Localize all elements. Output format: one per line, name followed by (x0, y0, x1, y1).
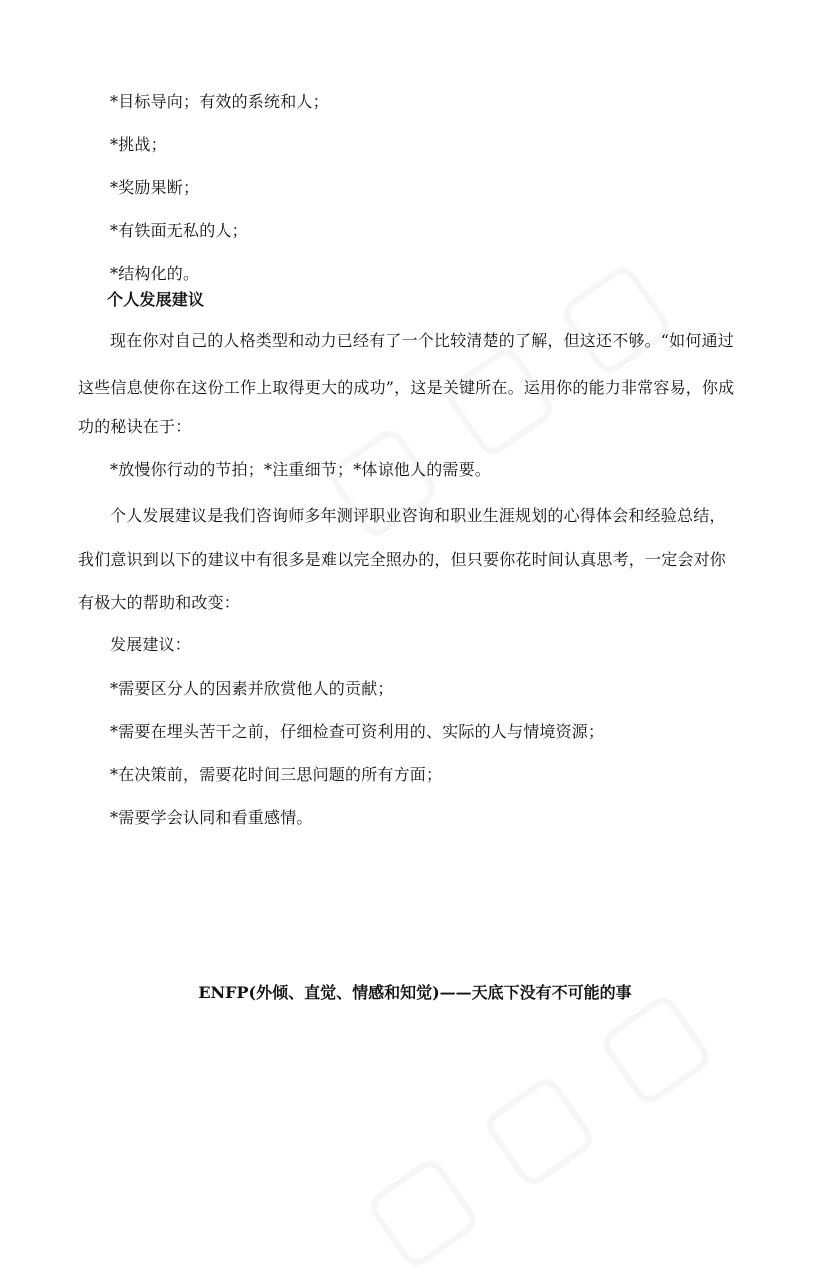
bullet-item: *有铁面无私的人； (110, 221, 248, 240)
paragraph-line: 我们意识到以下的建议中有很多是难以完全照办的，但只要你花时间认真思考，一定会对你 (78, 550, 727, 569)
suggestions-label: 发展建议： (110, 635, 192, 654)
paragraph-line: 这些信息使你在这份工作上取得更大的成功”，这是关键所在。运用你的能力非常容易，你成 (78, 378, 735, 397)
tips-line: *放慢你行动的节拍；*注重细节；*体谅他人的需要。 (110, 460, 492, 479)
paragraph-line: 个人发展建议是我们咨询师多年测评职业咨询和职业生涯规划的心得体会和经验总结， (110, 506, 726, 525)
bullet-item: *结构化的。 (110, 264, 200, 283)
section-heading: 个人发展建议 (107, 290, 205, 309)
paragraph-line: 现在你对自己的人格类型和动力已经有了一个比较清楚的了解，但这还不够。“如何通过 (110, 331, 734, 350)
next-section-title: ENFP(外倾、直觉、情感和知觉)——天底下没有不可能的事 (198, 983, 632, 1002)
watermark (338, 960, 730, 1288)
suggestion-item: *在决策前，需要花时间三思问题的所有方面； (110, 765, 443, 784)
bullet-item: *奖励果断； (110, 178, 200, 197)
paragraph-line: 功的秘诀在于： (78, 417, 192, 436)
bullet-item: *挑战； (110, 135, 167, 154)
suggestion-item: *需要学会认同和看重感情。 (110, 808, 313, 827)
suggestion-item: *需要在埋头苦干之前，仔细检查可资利用的、实际的人与情境资源； (110, 722, 605, 741)
bullet-item: *目标导向；有效的系统和人； (110, 92, 329, 111)
paragraph-line: 有极大的帮助和改变： (78, 593, 241, 612)
suggestion-item: *需要区分人的因素并欣赏他人的贡献； (110, 679, 394, 698)
